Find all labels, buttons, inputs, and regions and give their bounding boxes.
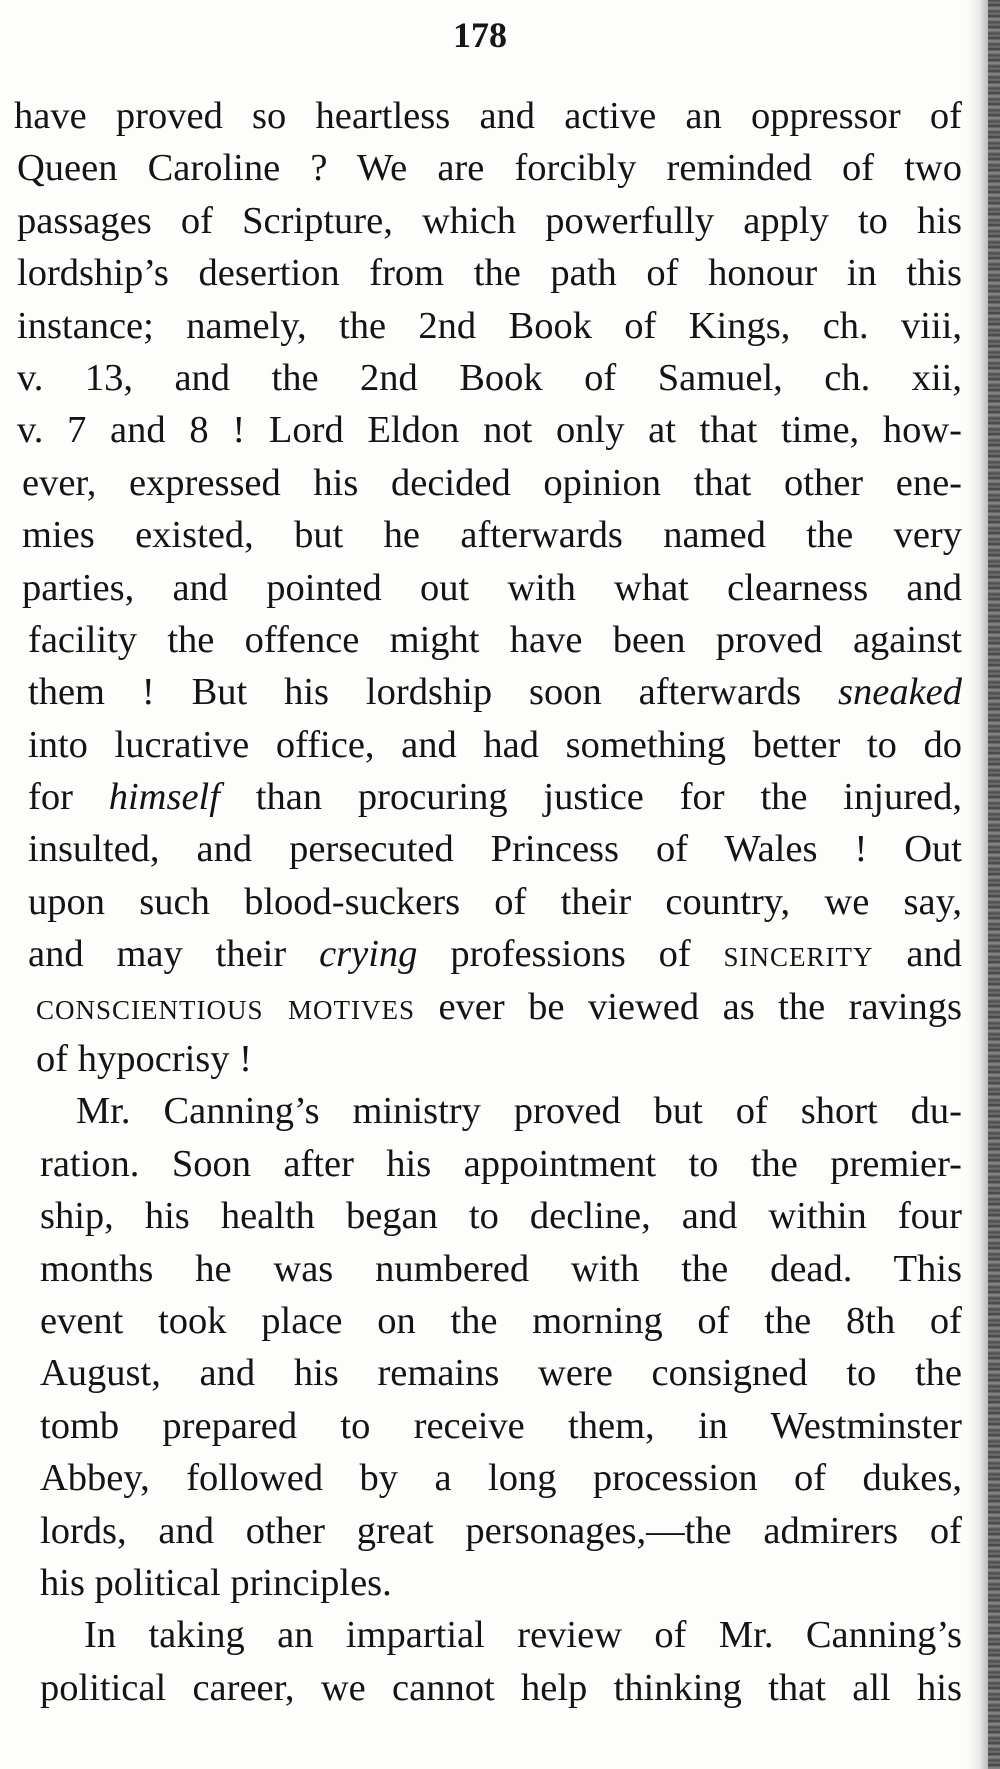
- text-line: [14, 981, 962, 1033]
- text-segment: lords, and other great personages,—the admirers of: [40, 1509, 962, 1552]
- page-number: 178: [453, 15, 507, 55]
- text-line: [14, 1138, 962, 1190]
- text-segment: his political principles.: [40, 1561, 392, 1604]
- text-segment: tomb prepared to receive them, in Westminster: [40, 1404, 962, 1447]
- text-line: [14, 1609, 962, 1661]
- text-segment: August, and his remains were consigned to the: [40, 1352, 962, 1395]
- text-segment: passages of Scripture, which powerfully apply to his: [17, 199, 962, 242]
- text-line: [14, 1400, 962, 1452]
- small-caps-text: conscientious motives: [36, 985, 415, 1028]
- text-segment: mies existed, but he afterwards named the very: [22, 514, 962, 557]
- text-segment: instance; namely, the 2nd Book of Kings, ch. viii,: [17, 304, 962, 347]
- body-text: [14, 90, 962, 1714]
- italic-text: crying: [319, 933, 418, 976]
- text-line: [14, 1243, 962, 1295]
- text-segment: than procuring justice for the injured,: [219, 776, 962, 819]
- text-segment: insulted, and persecuted Princess of Wales ! Out: [28, 828, 962, 871]
- text-line: [14, 352, 962, 404]
- italic-text: himself: [108, 776, 220, 819]
- text-segment: ration. Soon after his appointment to the premier-: [40, 1142, 962, 1185]
- text-segment: ever, expressed his decided opinion that other ene-: [22, 461, 962, 504]
- text-segment: them ! But his lordship soon afterwards: [28, 671, 838, 714]
- binding-edge: [988, 0, 1000, 1769]
- text-segment: upon such blood-suckers of their country, we say,: [28, 880, 962, 923]
- text-line: [14, 300, 962, 352]
- text-segment: v. 13, and the 2nd Book of Samuel, ch. xii,: [17, 356, 962, 399]
- text-line: [14, 1033, 962, 1085]
- text-line: [14, 562, 962, 614]
- text-segment: have proved so heartless and active an oppressor of: [14, 95, 962, 137]
- text-line: [14, 404, 962, 456]
- text-segment: ship, his health began to decline, and within four: [40, 1195, 962, 1238]
- text-segment: In taking an impartial review of Mr. Canning’s: [84, 1614, 962, 1657]
- text-line: [14, 928, 962, 980]
- text-segment: political career, we cannot help thinking that all his: [40, 1666, 962, 1709]
- text-line: [14, 1085, 962, 1137]
- text-line: [14, 719, 962, 771]
- text-line: [14, 1452, 962, 1504]
- text-segment: parties, and pointed out with what clearness and: [22, 566, 962, 609]
- text-segment: for: [28, 776, 109, 819]
- text-line: [14, 247, 962, 299]
- text-line: [14, 90, 962, 142]
- text-segment: v. 7 and 8 ! Lord Eldon not only at that time, how-: [17, 409, 962, 452]
- text-line: [14, 509, 962, 561]
- text-segment: of hypocrisy !: [36, 1038, 252, 1081]
- text-segment: Abbey, followed by a long procession of dukes,: [40, 1457, 962, 1500]
- text-segment: Queen Caroline ? We are forcibly reminded of two: [17, 147, 962, 190]
- text-segment: lordship’s desertion from the path of honour in this: [17, 252, 962, 295]
- text-line: [14, 876, 962, 928]
- text-segment: event took place on the morning of the 8th of: [40, 1299, 962, 1342]
- text-line: [14, 195, 962, 247]
- text-line: [14, 614, 962, 666]
- small-caps-text: sincerity: [723, 933, 874, 976]
- text-line: [14, 823, 962, 875]
- text-segment: and: [873, 933, 962, 976]
- text-line: [14, 1190, 962, 1242]
- text-segment: facility the offence might have been proved against: [28, 618, 962, 661]
- text-line: [14, 457, 962, 509]
- text-segment: months he was numbered with the dead. This: [40, 1247, 962, 1290]
- italic-text: sneaked: [838, 671, 962, 714]
- text-line: [14, 1662, 962, 1714]
- text-line: [14, 142, 962, 194]
- text-line: [14, 1505, 962, 1557]
- binding-shadow: [966, 0, 988, 1769]
- text-line: [14, 1347, 962, 1399]
- text-segment: ever be viewed as the ravings: [414, 985, 962, 1028]
- text-line: [14, 666, 962, 718]
- text-line: [14, 1295, 962, 1347]
- text-segment: Mr. Canning’s ministry proved but of short du-: [76, 1090, 962, 1133]
- text-segment: professions of: [417, 933, 724, 976]
- text-line: [14, 1557, 962, 1609]
- text-segment: into lucrative office, and had something better to do: [28, 723, 962, 766]
- text-segment: and may their: [28, 933, 320, 976]
- text-line: [14, 771, 962, 823]
